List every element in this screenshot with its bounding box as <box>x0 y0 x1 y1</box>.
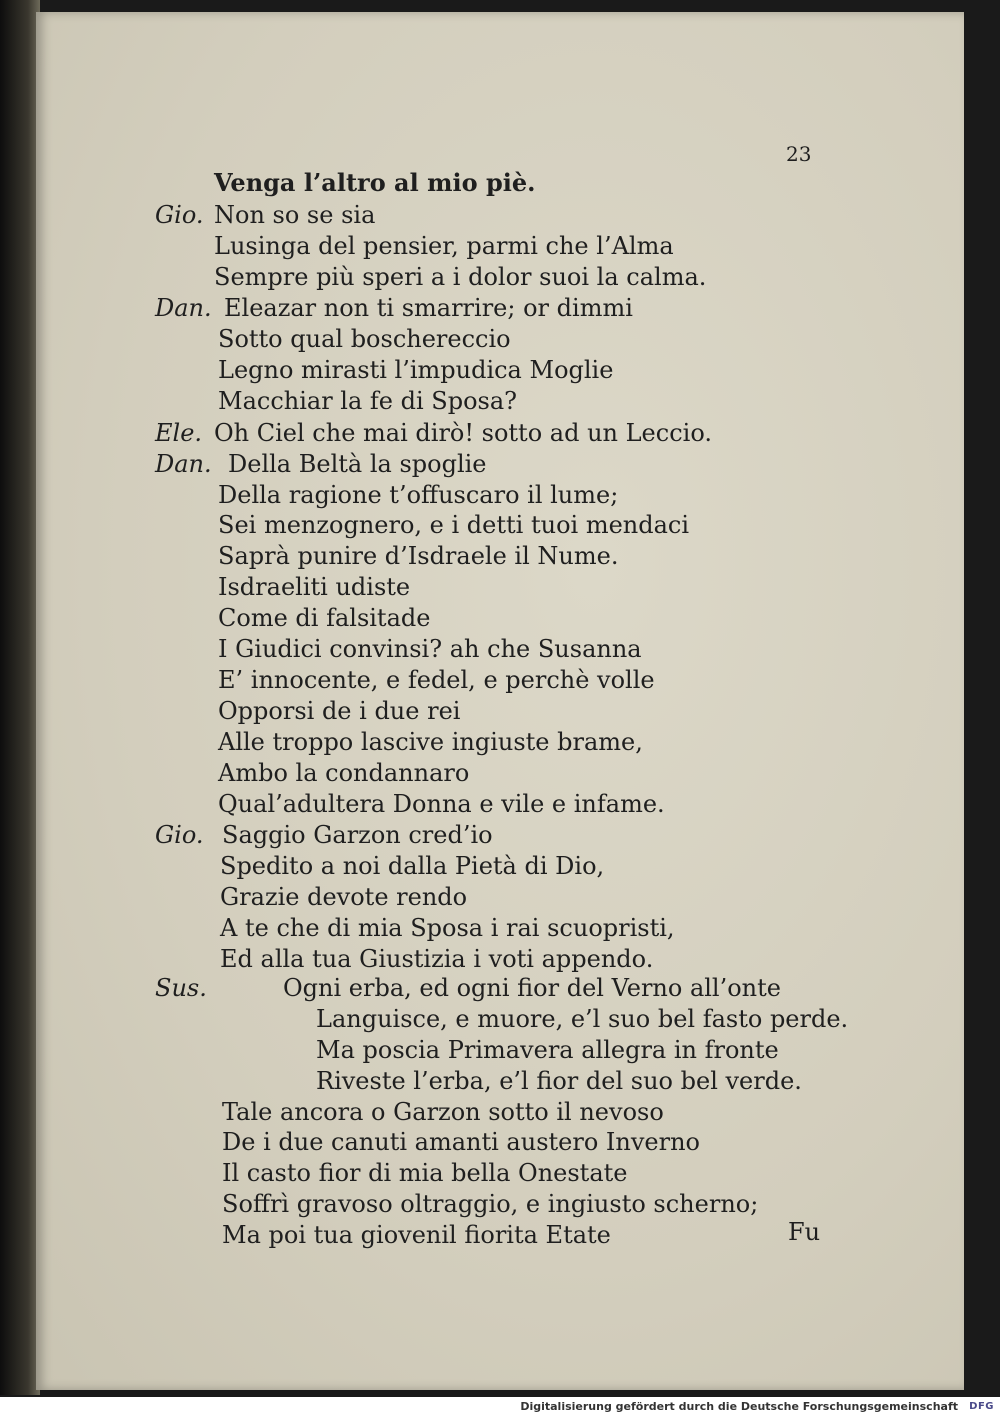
text-line: Alle troppo lascive ingiuste brame, <box>218 728 643 756</box>
text-line: Isdraeliti udiste <box>218 573 411 601</box>
text-line: Sei menzognero, e i detti tuoi mendaci <box>218 511 690 539</box>
text-line: A te che di mia Sposa i rai scuopristi, <box>220 914 675 942</box>
text-line: E’ innocente, e fedel, e perchè volle <box>218 666 655 694</box>
speaker-label: Sus. <box>155 974 207 1002</box>
text-line: Legno mirasti l’impudica Moglie <box>218 356 614 384</box>
text-line: Eleazar non ti smarrire; or dimmi <box>224 294 633 322</box>
footer-credit: Digitalisierung gefördert durch die Deutsche Forschungsgemeinschaft <box>520 1400 958 1413</box>
text-line: Della ragione t’offuscaro il lume; <box>218 481 619 509</box>
speaker-label: Dan. <box>155 294 212 322</box>
text-line: Grazie devote rendo <box>220 883 468 911</box>
text-line: Languisce, e muore, e’l suo bel fasto perde. <box>316 1005 849 1033</box>
book-spine-edge <box>0 0 40 1395</box>
text-line: Oh Ciel che mai dirò! sotto ad un Leccio. <box>214 419 712 447</box>
footer-bar <box>0 1397 1000 1419</box>
dfg-logo: DFG <box>969 1401 994 1412</box>
text-line: Ogni erba, ed ogni fior del Verno all’onte <box>283 974 781 1002</box>
text-line: Tale ancora o Garzon sotto il nevoso <box>222 1098 664 1126</box>
text-line: Il casto fior di mia bella Onestate <box>222 1159 628 1187</box>
text-line: Della Beltà la spoglie <box>228 450 487 478</box>
text-line: Ma poi tua giovenil fiorita Etate <box>222 1221 611 1249</box>
text-line: Ma poscia Primavera allegra in fronte <box>316 1036 779 1064</box>
speaker-label: Gio. <box>155 821 204 849</box>
speaker-label: Ele. <box>155 419 203 447</box>
text-line: Come di falsitade <box>218 604 431 632</box>
text-line: Ambo la condannaro <box>218 759 470 787</box>
text-line: Sempre più speri a i dolor suoi la calma. <box>214 263 707 291</box>
text-line: Saggio Garzon cred’io <box>222 821 493 849</box>
text-line: Ed alla tua Giustizia i voti appendo. <box>220 945 654 973</box>
text-line: Qual’adultera Donna e vile e infame. <box>218 790 665 818</box>
catchword: Fu <box>788 1218 821 1246</box>
text-line: Opporsi de i due rei <box>218 697 461 725</box>
page-number: 23 <box>786 142 812 166</box>
speaker-label: Gio. <box>155 201 204 229</box>
speaker-label: Dan. <box>155 450 212 478</box>
text-line: Riveste l’erba, e’l fior del suo bel verde. <box>316 1067 802 1095</box>
text-line: Spedito a noi dalla Pietà di Dio, <box>220 852 605 880</box>
text-line: De i due canuti amanti austero Inverno <box>222 1128 700 1156</box>
text-line: Soffrì gravoso oltraggio, e ingiusto scherno; <box>222 1190 759 1218</box>
text-line: Sotto qual boschereccio <box>218 325 511 353</box>
text-line: Saprà punire d’Isdraele il Nume. <box>218 542 619 570</box>
text-line: I Giudici convinsi? ah che Susanna <box>218 635 642 663</box>
text-line: Venga l’altro al mio piè. <box>214 168 536 197</box>
text-line: Lusinga del pensier, parmi che l’Alma <box>214 232 674 260</box>
text-line: Non so se sia <box>214 201 376 229</box>
text-line: Macchiar la fe di Sposa? <box>218 387 518 415</box>
